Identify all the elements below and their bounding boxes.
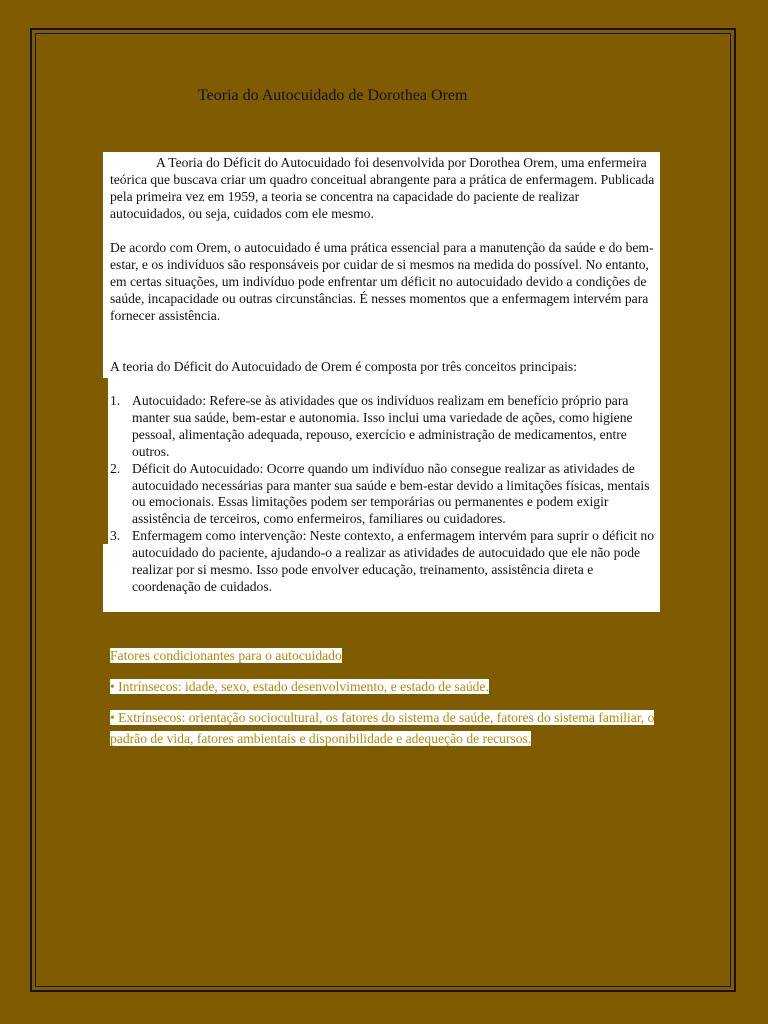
factors-intrinsic-text: • Intrínsecos: idade, sexo, estado desenvolvimento, e estado de saúde. xyxy=(110,679,489,694)
factors-extrinsic-text: • Extrínsecos: orientação sociocultural, os fatores do sistema de saúde, fatores do sistema familiar, o padrão de vida, fatores ambientais e disponibilidade e adequeção de recursos. xyxy=(110,710,655,746)
concept-list xyxy=(110,393,655,596)
list-item-text: Autocuidado: Refere-se às atividades que os indivíduos realizam em benefício próprio para manter sua saúde, bem-estar e autonomia. Isso inclui uma variedade de ações, como higiene pessoal, alimentação adequada, repouso, exercício e administração de medicamentos, entre outros. xyxy=(132,393,633,459)
text-box-edge-notch xyxy=(103,378,108,544)
list-item xyxy=(110,393,655,461)
paragraph-intro: A Teoria do Déficit do Autocuidado foi desenvolvida por Dorothea Orem, uma enfermeira teórica que buscava criar um quadro conceitual abrangente para a prática de enfermagem. Publicada pela primeira vez em 1959, a teoria se concentra na capacidade do paciente de realizar autocuidados, ou seja, cuidados com ele mesmo. xyxy=(110,155,655,221)
factors-heading xyxy=(110,645,342,666)
factors-intrinsic xyxy=(110,676,489,697)
factors-extrinsic xyxy=(110,707,655,749)
document-title: Teoria do Autocuidado de Dorothea Orem xyxy=(198,87,468,104)
paragraph-orem-concept: De acordo com Orem, o autocuidado é uma prática essencial para a manutenção da saúde e do bem-estar, e os indivíduos são responsáveis por cuidar de si mesmos na medida do possível. No entanto, em certas situações, um indivíduo pode enfrentar um déficit no autocuidado devido a condições de saúde, incapacidade ou outras circunstâncias. É nesses momentos que a enfermagem intervém para fornecer assistência. xyxy=(110,240,654,323)
list-item-text: Enfermagem como intervenção: Neste contexto, a enfermagem intervém para suprir o déficit no autocuidado do paciente, ajudando-o a realizar as atividades de autocuidado que ele não pode realizar por si mesmo. Isso pode envolver educação, treinamento, assistência direta e coordenação de cuidados. xyxy=(132,528,655,594)
factors-heading-text: Fatores condicionantes para o autocuidado xyxy=(110,648,342,663)
list-item-number: 3. xyxy=(110,528,121,544)
list-item xyxy=(110,461,655,529)
list-item-number: 2. xyxy=(110,460,121,476)
list-item-number: 1. xyxy=(110,393,121,408)
list-item xyxy=(110,528,655,596)
paragraph-three-concepts: A teoria do Déficit do Autocuidado de Orem é composta por três conceitos principais: xyxy=(110,359,577,374)
list-item-text: Déficit do Autocuidado: Ocorre quando um indivíduo não consegue realizar as atividades de autocuidado necessárias para manter sua saúde e bem-estar devido a limitações físicas, mentais ou emocionais. Essas limitações podem ser temporárias ou permanentes e podem exigir assistência de terceiros, como enfermeiros, familiares ou cuidadores. xyxy=(132,460,650,527)
